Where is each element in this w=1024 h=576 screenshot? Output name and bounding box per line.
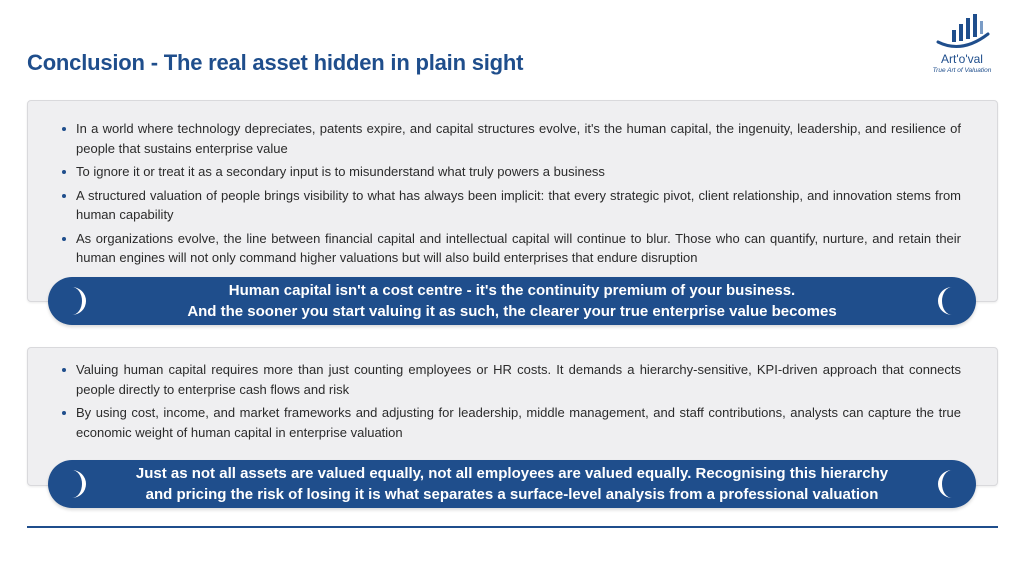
callout-banner (48, 460, 976, 508)
footer-divider (27, 526, 998, 528)
callout-line: and pricing the risk of losing it is what separates a surface-level analysis from a professional valuation (145, 486, 879, 503)
list-item: Valuing human capital requires more than just counting employees or HR costs. It demands a hierarchy-sensitive, KPI-driven approach that connects people directly to enterprise cash flows and risk (62, 360, 961, 399)
list-item: In a world where technology depreciates, patents expire, and capital structures evolve, it's the human capital, the ingenuity, leadership, and resilience of people that sustains enterprise value (62, 119, 961, 158)
crescent-left-icon (64, 468, 88, 500)
crescent-right-icon (936, 468, 960, 500)
callout-text (88, 280, 936, 322)
list-item: As organizations evolve, the line between financial capital and intellectual capital will continue to blur. Those who can quantify, nurture, and retain their human engines will not only command higher valuations but will also build enterprises that endure disruption (62, 229, 961, 268)
page-title: Conclusion - The real asset hidden in plain sight (27, 50, 524, 75)
brand-logo (922, 12, 1002, 78)
list-item: To ignore it or treat it as a secondary input is to misunderstand what truly powers a business (62, 162, 961, 182)
callout-line: And the sooner you start valuing it as such, the clearer your true enterprise value becomes (187, 303, 837, 320)
list-item: By using cost, income, and market frameworks and adjusting for leadership, middle management, and staff contributions, analysts can capture the true economic weight of human capital in enterprise valuation (62, 403, 961, 442)
callout-line: Just as not all assets are valued equally, not all employees are valued equally. Recognising this hierarchy (135, 465, 889, 482)
bar-chart-arc-icon (932, 12, 992, 52)
logo-name: Art'o'val (941, 52, 983, 66)
list-item: A structured valuation of people brings visibility to what has always been implicit: that every strategic pivot, client relationship, and innovation stems from human capability (62, 186, 961, 225)
bullet-list (62, 119, 961, 272)
callout-text (88, 463, 936, 505)
bullet-list (62, 360, 961, 446)
logo-tagline: True Art of Valuation (932, 67, 992, 74)
callout-line: Human capital isn't a cost centre - it's the continuity premium of your business. (228, 282, 796, 299)
callout-banner (48, 277, 976, 325)
crescent-right-icon (936, 285, 960, 317)
content-panel-1 (27, 100, 998, 302)
crescent-left-icon (64, 285, 88, 317)
